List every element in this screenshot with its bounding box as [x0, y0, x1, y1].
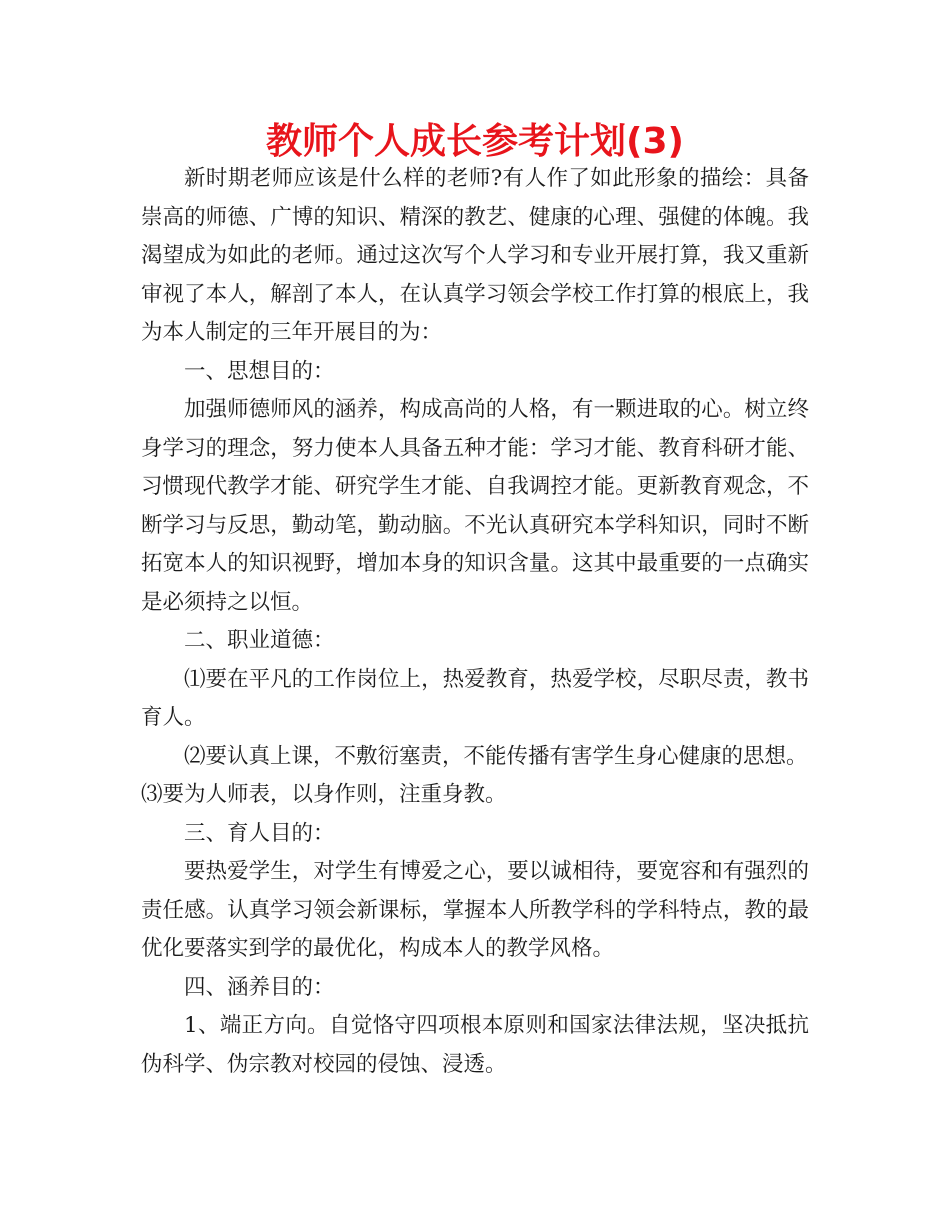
heading-thought-goal: 一、思想目的：: [184, 358, 335, 384]
paragraph-ethics-item-2: ⑵要认真上课，不敷衍塞责，不能传播有害学生身心健康的思想。: [184, 743, 808, 769]
paragraph-intro: 新时期老师应该是什么样的老师?有人作了如此形象的描绘：具备崇高的师德、广博的知识、精深的教艺、健康的心理、强健的体魄。我渴望成为如此的老师。通过这次写个人学习和专业开展打算，我又重新审视了本人，解剖了本人，在认真学习领会学校工作打算的根底上，我为本人制定的三年开展目的为：: [141, 166, 809, 345]
document-title: 教师个人成长参考计划(3): [266, 121, 684, 162]
document-body: [141, 160, 809, 1084]
paragraph-education-goal: 要热爱学生，对学生有博爱之心，要以诚相待，要宽容和有强烈的责任感。认真学习领会新课标，掌握本人所教学科的学科特点，教的最优化要落实到学的最优化，构成本人的教学风格。: [141, 859, 809, 961]
paragraph-ethics-item-1: ⑴要在平凡的工作岗位上，热爱教育，热爱学校，尽职尽责，教书育人。: [141, 666, 809, 730]
heading-professional-ethics: 二、职业道德：: [184, 628, 335, 653]
paragraph-thought-goal: 加强师德师风的涵养，构成高尚的人格，有一颗进取的心。树立终身学习的理念，努力使本人具备五种才能：学习才能、教育科研才能、习惯现代教学才能、研究学生才能、自我调控才能。更新教育观念，不断学习与反思，勤动笔，勤动脑。不光认真研究本学科知识，同时不断拓宽本人的知识视野，增加本身的知识含量。这其中最重要的一点确实是必须持之以恒。: [141, 397, 809, 615]
paragraph-cultivation-item-1: 1、端正方向。自觉恪守四项根本原则和国家法律法规，坚决抵抗伪科学、伪宗教对校园的侵蚀、浸透。: [141, 1013, 809, 1077]
heading-education-goal: 三、育人目的：: [184, 820, 335, 846]
heading-cultivation-goal: 四、涵养目的：: [184, 974, 335, 1000]
paragraph-ethics-item-3: ⑶要为人师表，以身作则，注重身教。: [141, 782, 507, 807]
